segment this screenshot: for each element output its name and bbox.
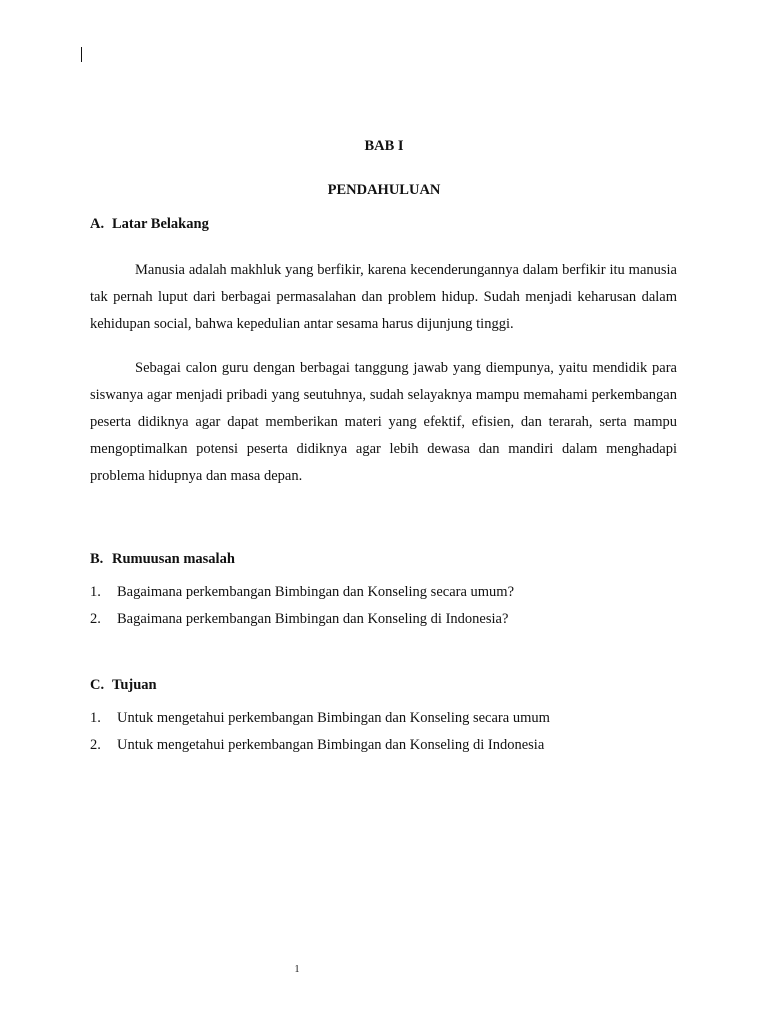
section-heading-tujuan bbox=[90, 677, 157, 694]
section-heading-rumusan-masalah bbox=[90, 551, 235, 568]
chapter-title: PENDAHULUAN bbox=[327, 182, 441, 198]
list-number: 1. bbox=[90, 710, 101, 726]
list-item bbox=[90, 579, 690, 606]
section-letter: B. bbox=[90, 551, 104, 567]
section-letter: A. bbox=[90, 216, 105, 232]
list-item bbox=[90, 606, 690, 633]
list-text: Bagaimana perkembangan Bimbingan dan Konseling secara umum? bbox=[117, 584, 515, 600]
text-cursor bbox=[81, 47, 82, 62]
list-text: Bagaimana perkembangan Bimbingan dan Konseling di Indonesia? bbox=[117, 611, 509, 627]
list-number: 1. bbox=[90, 584, 101, 600]
list-number: 2. bbox=[90, 611, 101, 627]
list-text: Untuk mengetahui perkembangan Bimbingan dan Konseling secara umum bbox=[117, 710, 550, 726]
list-item bbox=[90, 732, 690, 759]
section-title: Latar Belakang bbox=[112, 216, 209, 232]
paragraph: Sebagai calon guru dengan berbagai tanggung jawab yang diempunya, yaitu mendidik para siswanya agar menjadi pribadi yang seutuhnya, sudah selayaknya mampu memahami perkembangan peserta didiknya agar dapat memberikan materi yang efektif, efisien, dan terarah, serta mampu mengoptimalkan potensi peserta didiknya agar lebih dewasa dan mandiri dalam menghadapi problema hidupnya dan masa depan. bbox=[90, 360, 677, 484]
section-title: Rumuusan masalah bbox=[112, 551, 235, 567]
page-number: 1 bbox=[294, 964, 300, 975]
section-heading-latar-belakang bbox=[90, 216, 209, 233]
list-number: 2. bbox=[90, 737, 101, 753]
problem-list bbox=[90, 579, 690, 633]
list-item bbox=[90, 705, 690, 732]
section-letter: C. bbox=[90, 677, 105, 693]
section-title: Tujuan bbox=[112, 677, 157, 693]
objective-list bbox=[90, 705, 690, 759]
list-text: Untuk mengetahui perkembangan Bimbingan dan Konseling di Indonesia bbox=[117, 737, 545, 753]
chapter-heading: BAB I bbox=[364, 138, 404, 154]
paragraph: Manusia adalah makhluk yang berfikir, karena kecenderungannya dalam berfikir itu manusia tak pernah luput dari berbagai permasalahan dan problem hidup. Sudah menjadi keharusan dalam kehidupan social, bahwa kepedulian antar sesama harus dijunjung tinggi. bbox=[90, 262, 677, 332]
